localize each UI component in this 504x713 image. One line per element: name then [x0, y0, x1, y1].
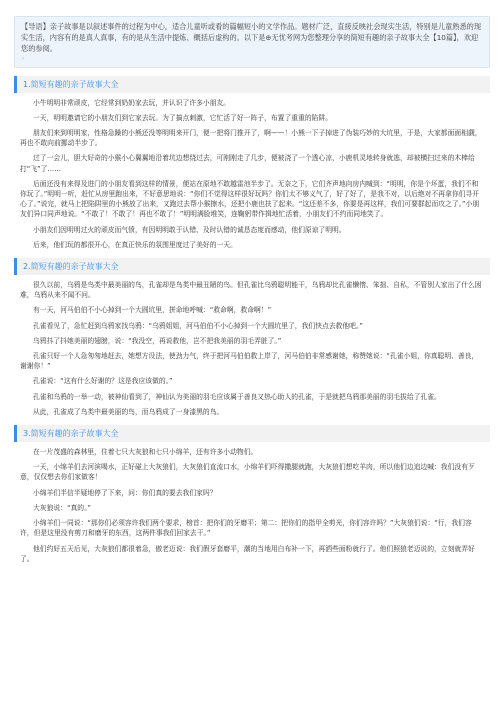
paragraph: 很久以前，乌鸦是鸟类中最美丽的鸟，孔雀却是鸟类中最丑陋的鸟。但孔雀比乌鸦聪明能干，乌鸦却比孔雀懒惰、笨拙、自私，不管别人家出了什么困难，乌鸦从来不闻不问。	[20, 281, 482, 300]
paragraph: 后来，他们玩的都很开心，在真正快乐的氛围里度过了美好的一天。	[33, 240, 237, 249]
paragraph: 大灰狼说：“真的。”	[33, 503, 92, 512]
section-title: 1.简短有趣的亲子故事大全	[14, 76, 490, 93]
paragraph: 乌鸦抖了抖她美丽的翅膀，说：“我没空，再说救他，岂不把我美丽的羽毛弄脏了。”	[33, 336, 282, 345]
paragraph: 从此，孔雀成了鸟类中最美丽的鸟，而乌鸦成了一身漆黑的鸟。	[33, 407, 224, 416]
paragraph: 后面还没有来得及进门的小朋友看到这样的情景，便站在原地不敢越雷池半步了。无奈之下，它们齐声地向房内喊到：“明明，你是个坏蛋，我们不和你玩了。”明明一听，赶忙从房里跑出来，不好意思地说：“你们不觉得这样很好玩吗？你们太不够义气了，好了好了，是我不对，以后绝对不再拿你们寻开心了。”说完，就马上把陷阱里的小熊放了出来，又跑过去帮小猴擦水，还把小鹿也扶了起来。“这还差不多，你要是再这样，我们可要群起而攻之了。”小朋友们异口同声地说。“不敢了！不敢了！再也不敢了！”明明满脸堆笑，连鞠躬带作揖地忙活着，小朋友们不约而同地笑了。	[20, 179, 480, 219]
intro-marker: ◦	[21, 54, 26, 63]
section-title: 3.简短有趣的亲子故事大全	[14, 425, 490, 442]
paragraph: 孔雀和乌鸦的一举一动，被神仙看到了，神仙认为美丽的羽毛应该属于善良又热心助人的孔雀，于是就把乌鸦那美丽的羽毛拔给了孔雀。	[33, 392, 441, 401]
paragraph: 在一片茂盛的森林里，住着七只大灰狼和七只小绵羊，还有许多小动物们。	[33, 448, 258, 457]
paragraph: 孔雀只好一个人急匆匆地赶去，她想方设法，使劲力气，终于把河马伯伯救上岸了，河马伯伯非常感谢她，称赞她说：“孔雀小姐，你真聪明、善良，谢谢你！”	[20, 352, 479, 371]
intro-text: 【导语】亲子故事是以叙述事件的过程为中心，适合儿童听或看的篇幅短小的文学作品。题材广泛，直接反映社会现实生活，特别是儿童熟悉的现实生活，内容有的是真人真事，有的是从生活中提炼、概括后虚构的。以下是⊕无忧考网为您整理分享的简短有趣的亲子故事大全【10篇】，欢迎您的参阅。	[21, 22, 482, 54]
paragraph: 孔雀看见了，急忙赶到乌鸦家找乌鸦：“乌鸦姐姐，河马伯伯不小心掉到一个大圆坑里了，我们快点去救他吧。”	[33, 321, 363, 330]
paragraph: 有一天，河马伯伯不小心掉到一个大圆坑里，拼命地呼喊：“救命啊，救命啊！”	[33, 306, 272, 315]
story-section-1	[14, 76, 490, 250]
section-title: 2.简短有趣的亲子故事大全	[14, 258, 490, 275]
paragraph: 一天，明明邀请它的小朋友们到它家去玩。为了搞点刺激，它忙活了好一阵子，布置了重重的陷阱。	[33, 113, 333, 122]
paragraph: 一天，小绵羊们去河滨喝水，正好碰上大灰狼们，大灰狼们直流口水，小绵羊们吓得撒腿就跑，大灰狼们想吃羊肉，所以他们边追边喊：我们没有歹意，仅仅想去你们家做客！	[20, 463, 475, 482]
paragraph: 小绵羊们一同说：“那你们必须容许我们两个要求，榜首：把你们的牙磨平；第二：把你们的指甲全剪光，你们容许吗？”大灰狼们说：“行，我们容许，但是这里没有剪刀和磨牙的东西，这两件事我们回家去干。”	[20, 519, 472, 538]
intro-box	[14, 16, 490, 68]
paragraph: 小牛明明非常顽皮，它经常到奶奶家去玩，并认识了许多小朋友。	[33, 98, 231, 107]
paragraph: 他们约好五天后见，大灰狼们都很着急，傲老迈说：我们假牙套磨平，潮的当地用白布补一下，再洒些面粉就行了。他们照狼老迈说的，立刻就弄好了。	[20, 544, 475, 563]
paragraph: 孔雀说：“这有什么好谢的？这是我应该做的。”	[33, 377, 173, 386]
paragraph: 朋友们来到明明家，性格急躁的小熊还没等明明来开门，便一把将门推开了，啊——！小熊一下子掉进了伪装巧妙的大坑里，于是，大家都面面相觑，再也不敢向前挪动半步了。	[20, 129, 482, 148]
story-section-2	[14, 258, 490, 417]
paragraph: 小朋友们因明明过火的顽皮而气愤，有因明明敢于认错、及时认错的诚恳态度而感动，他们原谅了明明。	[33, 225, 346, 234]
paragraph: 过了一会儿，胆大好奇的小猴小心翼翼地沿着坑边想绕过去，可刚刚走了几步，便被浇了一个透心凉，小鹿机灵地转身就逃，却被横扫过来的木棒给打“飞”了……	[20, 154, 475, 173]
story-section-3	[14, 425, 490, 564]
paragraph: 小绵羊们半信半疑地停了下来，问：你们真的要去我们家吗？	[33, 488, 217, 497]
